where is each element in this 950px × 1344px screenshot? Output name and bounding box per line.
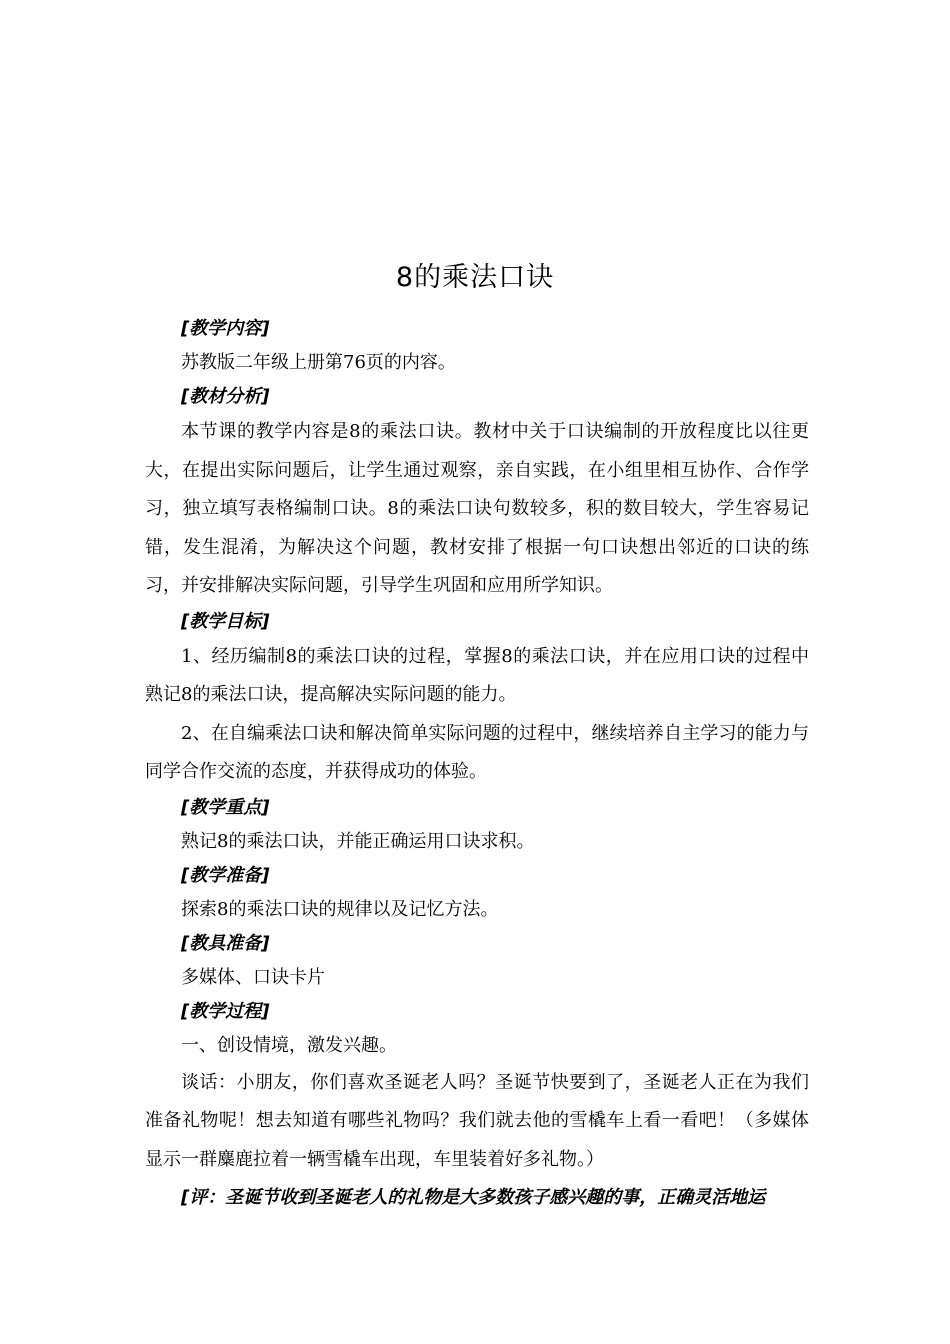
teaching-tools-text: 多媒体、口诀卡片	[181, 966, 325, 988]
heading-material-analysis: [教材分析]	[181, 386, 270, 407]
material-analysis-text: 本节课的教学内容是8的乘法口诀。教材中关于口诀编制的开放程度比以往更大，在提出实际问题后，让学生通过观察，亲自实践，在小组里相互协作、合作学习，独立填写表格编制口诀。8的乘法口诀句数较多，积的数目较大，学生容易记错，发生混淆，为解决这个问题，教材安排了根据一句口诀想出邻近的口诀的练习，并安排解决实际问题，引导学生巩固和应用所学知识。	[145, 421, 809, 596]
document-body	[145, 313, 809, 1217]
heading-teaching-content: [教学内容]	[181, 318, 270, 339]
page-title: 8的乘法口诀	[395, 262, 555, 293]
process-talk-text: 谈话：小朋友，你们喜欢圣诞老人吗？圣诞节快要到了，圣诞老人正在为我们准备礼物呢！想去知道有哪些礼物吗？我们就去他的雪橇车上看一看吧！（多媒体显示一群麋鹿拉着一辆雪橇车出现，车里装着好多礼物。）	[145, 1071, 809, 1170]
heading-teaching-tools: [教具准备]	[181, 932, 270, 954]
process-comment: [评：圣诞节收到圣诞老人的礼物是大多数孩子感兴趣的事，正确灵活地运	[181, 1187, 766, 1208]
teaching-focus-text: 熟记8的乘法口诀，并能正确运用口诀求积。	[181, 830, 535, 852]
teaching-goal-1: 1、经历编制8的乘法口诀的过程，掌握8的乘法口诀，并在应用口诀的过程中熟记8的乘法口诀，提高解决实际问题的能力。	[145, 645, 809, 705]
heading-teaching-focus: [教学重点]	[181, 796, 270, 818]
heading-teaching-process: [教学过程]	[181, 1000, 270, 1022]
process-step-1: 一、创设情境，激发兴趣。	[181, 1034, 397, 1056]
teaching-goal-2: 2、在自编乘法口诀和解决简单实际问题的过程中，继续培养自主学习的能力与同学合作交流的态度，并获得成功的体验。	[145, 722, 809, 782]
teaching-preparation-text: 探索8的乘法口诀的规律以及记忆方法。	[181, 898, 499, 920]
heading-teaching-preparation: [教学准备]	[181, 864, 270, 886]
teaching-content-text: 苏教版二年级上册第76页的内容。	[181, 352, 456, 373]
heading-teaching-goals: [教学目标]	[181, 610, 270, 632]
